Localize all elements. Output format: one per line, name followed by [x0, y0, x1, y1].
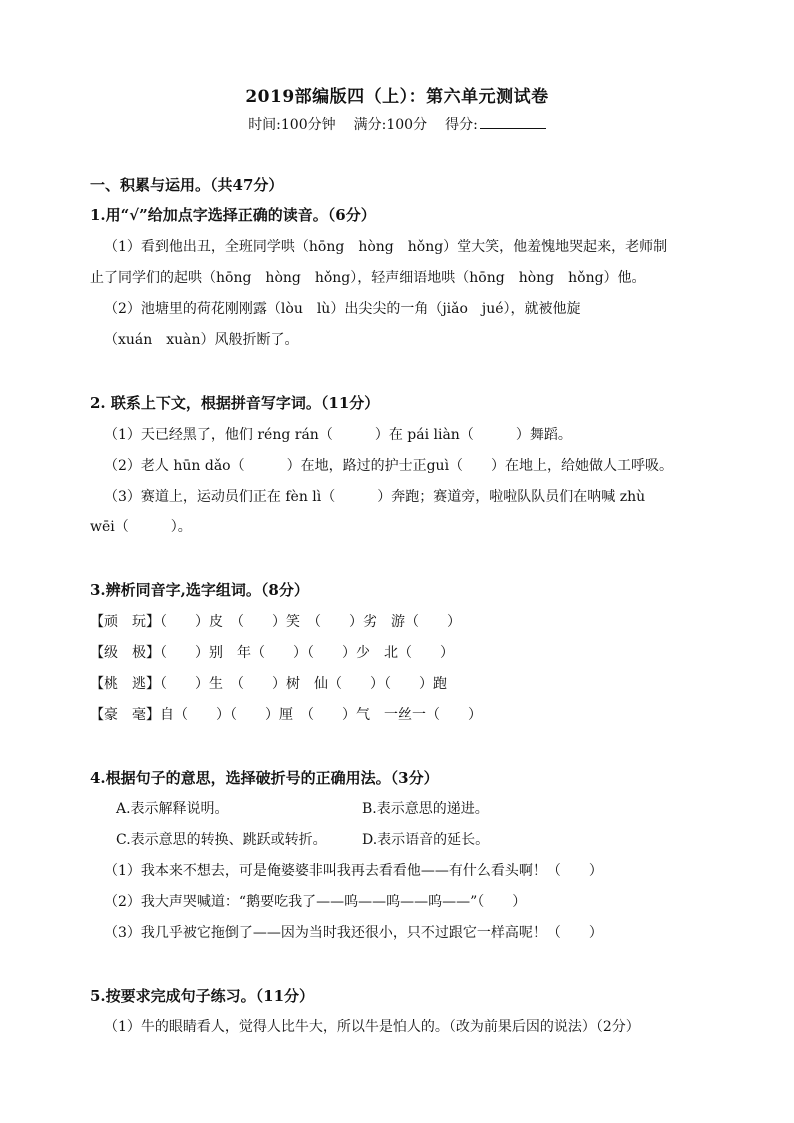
question-3-row-3: 【桃 逃】（ ）生 （ ）树 仙（ ）（ ）跑	[90, 676, 447, 692]
question-4-line-1: （1）我本来不想去，可是俺婆婆非叫我再去看看他——有什么看头啊！（ ）	[104, 863, 603, 879]
meta-score-label: 得分:	[445, 117, 478, 133]
question-3-row-4: 【豪 毫】自（ ）（ ）厘 （ ）气 一丝一（ ）	[90, 707, 482, 723]
exam-meta	[0, 114, 794, 134]
question-2-line-3: （3）赛道上，运动员们正在 fèn lì（ ）奔跑；赛道旁，啦啦队队员们在呐喊 zhù	[104, 489, 646, 505]
section-heading-1: 一、积累与运用。（共47分）	[90, 176, 284, 194]
question-4-option-c: C.表示意思的转换、跳跃或转折。	[116, 832, 327, 848]
question-1-line-4: （xuán xuàn）风般折断了。	[104, 332, 299, 348]
question-3-row-1: 【顽 玩】（ ）皮 （ ）笑 （ ）劣 游（ ）	[90, 614, 461, 630]
question-5-line-1: （1）牛的眼睛看人，觉得人比牛大，所以牛是怕人的。（改为前果后因的说法）（2分）	[104, 1019, 640, 1035]
question-4-line-3: （3）我几乎被它拖倒了——因为当时我还很小，只不过跟它一样高呢！（ ）	[104, 925, 603, 941]
meta-full-score: 满分:100分	[353, 117, 428, 133]
question-4-option-d: D.表示语音的延长。	[362, 832, 490, 848]
question-2-line-4: wēi（ ）。	[90, 519, 192, 535]
question-1-line-3: （2）池塘里的荷花刚刚露（lòu lù）出尖尖的一角（jiǎo jué），就被他旋	[104, 301, 581, 317]
question-2-heading: 2. 联系上下文，根据拼音写字词。（11分）	[90, 394, 380, 412]
question-2-line-2: （2）老人 hūn dǎo（ ）在地，路过的护士正guì（ ）在地上，给她做人工呼吸。	[104, 458, 674, 474]
question-4-option-a: A.表示解释说明。	[116, 801, 229, 817]
question-2-line-1: （1）天已经黑了，他们 réng rán（ ）在 pái liàn（ ）舞蹈。	[104, 427, 572, 443]
question-4-line-2: （2）我大声哭喊道：“鹅要吃我了——呜——呜——呜——”（ ）	[104, 894, 527, 910]
question-3-heading: 3.辨析同音字,选字组词。（8分）	[90, 581, 309, 599]
page-title: 2019部编版四（上）：第六单元测试卷	[245, 87, 549, 107]
question-5-heading: 5.按要求完成句子练习。（11分）	[90, 987, 315, 1005]
meta-time: 时间:100分钟	[248, 117, 336, 133]
question-1-heading: 1.用“√”给加点字选择正确的读音。（6分）	[90, 206, 376, 224]
question-4-heading: 4.根据句子的意思，选择破折号的正确用法。（3分）	[90, 769, 439, 787]
question-4-option-b: B.表示意思的递进。	[362, 801, 489, 817]
score-blank[interactable]	[480, 116, 546, 129]
question-1-line-1: （1）看到他出丑，全班同学哄（hōng hòng hǒng）堂大笑，他羞愧地哭起来，老师制	[104, 239, 668, 255]
question-1-line-2: 止了同学们的起哄（hōng hòng hǒng），轻声细语地哄（hōng hòng hǒng）他。	[90, 270, 646, 286]
question-3-row-2: 【级 极】（ ）别 年（ ）（ ）少 北（ ）	[90, 645, 454, 661]
